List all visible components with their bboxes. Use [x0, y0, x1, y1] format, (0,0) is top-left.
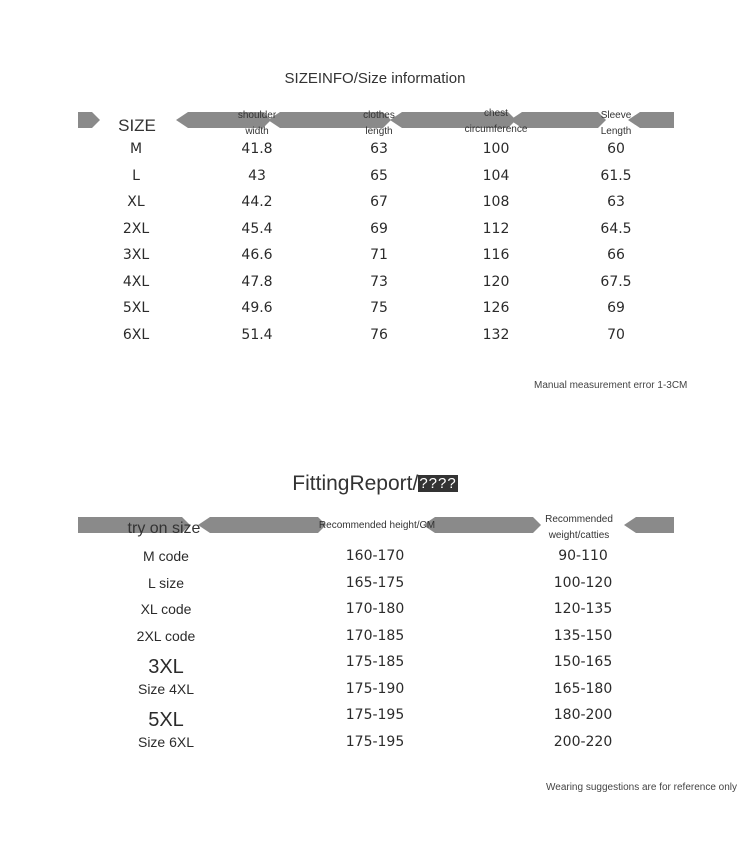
- row-try-on-size: L size: [147, 574, 185, 591]
- row-try-on-size: XL code: [140, 601, 192, 617]
- row-recommended-weight: 120-135: [553, 601, 613, 617]
- row-clothes-length: 63: [370, 141, 388, 157]
- row-recommended-height: 175-190: [345, 680, 405, 697]
- row-shoulder-width: 44.2: [241, 194, 273, 210]
- fitting-report-title-box: ????: [419, 475, 457, 492]
- row-size: 6XL: [122, 326, 150, 343]
- row-recommended-height: 170-180: [345, 601, 405, 617]
- header-shoulder-width: shoulder width: [237, 110, 277, 137]
- row-clothes-length: 65: [370, 167, 388, 184]
- row-size: 5XL: [122, 300, 150, 316]
- row-recommended-weight: 135-150: [553, 627, 613, 644]
- row-size: 2XL: [122, 220, 150, 237]
- row-clothes-length: 75: [370, 300, 388, 316]
- fitting-report-title: [0, 472, 750, 496]
- row-sleeve-length: 63: [607, 194, 625, 210]
- row-shoulder-width: 51.4: [241, 326, 273, 343]
- row-shoulder-width: 46.6: [241, 247, 273, 263]
- header-size: SIZE: [118, 116, 156, 135]
- row-recommended-height: 170-185: [345, 627, 405, 644]
- row-try-on-size: 5XL: [148, 709, 184, 731]
- row-size: L: [132, 167, 140, 184]
- row-try-on-size: Size 6XL: [137, 733, 195, 750]
- row-try-on-size: 3XL: [148, 656, 184, 678]
- row-chest: 126: [482, 300, 510, 316]
- row-recommended-weight: 90-110: [558, 548, 608, 564]
- row-clothes-length: 71: [370, 247, 388, 263]
- row-try-on-size: M code: [143, 548, 189, 564]
- row-chest: 108: [482, 194, 510, 210]
- row-sleeve-length: 66: [607, 247, 625, 263]
- header-recommended-weight: Recommended weight/catties: [545, 514, 613, 541]
- row-recommended-height: 160-170: [345, 548, 405, 564]
- row-chest: 104: [482, 167, 510, 184]
- row-chest: 100: [482, 141, 510, 157]
- header-clothes-length: clothes length: [363, 110, 395, 137]
- row-chest: 112: [482, 220, 510, 237]
- header-try-on-size: try on size: [127, 520, 201, 537]
- row-size: XL: [127, 194, 145, 210]
- row-recommended-weight: 200-220: [553, 733, 613, 750]
- header-chest-circumference: chest circumference: [464, 108, 528, 135]
- row-size: M: [129, 141, 143, 157]
- row-shoulder-width: 43: [248, 167, 266, 184]
- row-try-on-size: Size 4XL: [137, 680, 195, 697]
- wearing-note: Wearing suggestions are for reference only: [546, 782, 738, 793]
- row-size: 3XL: [122, 247, 150, 263]
- row-recommended-weight: 165-180: [553, 680, 613, 697]
- row-recommended-weight: 150-165: [553, 654, 613, 670]
- row-try-on-size: 2XL code: [136, 627, 196, 644]
- row-clothes-length: 67: [370, 194, 388, 210]
- row-shoulder-width: 41.8: [241, 141, 273, 157]
- row-sleeve-length: 69: [607, 300, 625, 316]
- size-info-title: SIZEINFO/Size information: [284, 70, 466, 87]
- row-clothes-length: 76: [370, 326, 388, 343]
- header-recommended-height: Recommended height/CM: [318, 520, 436, 531]
- row-chest: 116: [482, 247, 510, 263]
- row-chest: 132: [482, 326, 510, 343]
- row-sleeve-length: 70: [607, 326, 625, 343]
- row-sleeve-length: 64.5: [600, 220, 632, 237]
- row-chest: 120: [482, 273, 510, 290]
- row-recommended-height: 165-175: [345, 574, 405, 591]
- row-shoulder-width: 45.4: [241, 220, 273, 237]
- row-sleeve-length: 60: [607, 141, 625, 157]
- row-clothes-length: 69: [370, 220, 388, 237]
- row-recommended-weight: 180-200: [553, 707, 613, 723]
- fitting-report-title-text: FittingReport/: [292, 472, 419, 495]
- row-recommended-height: 175-195: [345, 733, 405, 750]
- header-sleeve-length: Sleeve Length: [600, 110, 632, 137]
- row-recommended-weight: 100-120: [553, 574, 613, 591]
- measurement-note: Manual measurement error 1-3CM: [534, 380, 688, 391]
- row-shoulder-width: 47.8: [241, 273, 273, 290]
- row-clothes-length: 73: [370, 273, 388, 290]
- row-recommended-height: 175-185: [345, 654, 405, 670]
- row-size: 4XL: [122, 273, 150, 290]
- row-sleeve-length: 61.5: [600, 167, 632, 184]
- row-sleeve-length: 67.5: [600, 273, 632, 290]
- row-recommended-height: 175-195: [345, 707, 405, 723]
- row-shoulder-width: 49.6: [241, 300, 273, 316]
